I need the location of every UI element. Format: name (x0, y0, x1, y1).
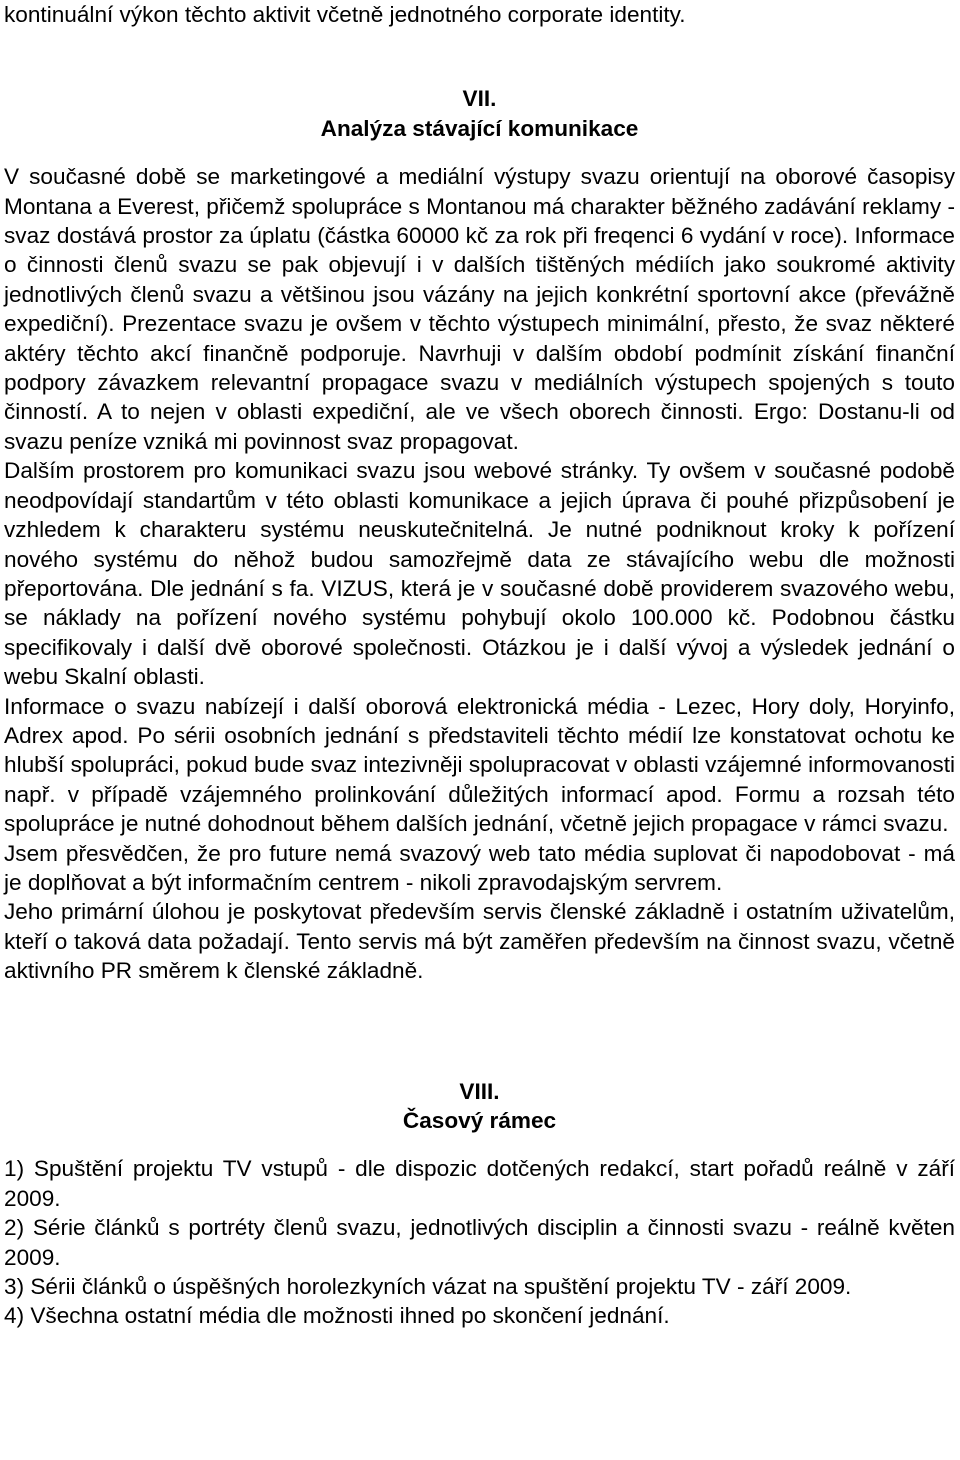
section-7-body (4, 162, 955, 985)
list-item: 4) Všechna ostatní média dle možnosti ihned po skončení jednání. (4, 1303, 670, 1329)
section-7-title: Analýza stávající komunikace (320, 115, 639, 141)
paragraph: Informace o svazu nabízejí i další oborová elektronická média - Lezec, Hory doly, Horyinfo, Adrex apod. Po sérii osobních jednání s představiteli těchto médií lze konstatovat ochotu ke hlubší spolupráci, pokud bude svaz intezivněji spolupracovat v oblasti vzájemné informovanosti např. v případě vzájemného prolinkování důležitých informací apod. Formu a rozsah této spolupráce je nutné dohodnout během dalších jednání, včetně jejich propagace v rámci svazu. (4, 693, 955, 837)
paragraph: Dalším prostorem pro komunikaci svazu jsou webové stránky. Ty ovšem v současné podobě neodpovídají standartům v této oblasti komunikace a jejich úprava či pouhé přizpůsobení je vzhledem k charakteru systému neuskutečnitelná. Je nutné podniknout kroky k pořízení nového systému do něhož budou samozřejmě data ze stávajícího webu dle možnosti přeportována. Dle jednání s fa. VIZUS, která je v současné době providerem svazového webu, se náklady na pořízení nového systému pohybují okolo 100.000 kč. Podobnou částku specifikovaly i další dvě oborové společnosti. Otázkou je i další vývoj a výsledek jednání o webu Skalní oblasti. (4, 458, 955, 690)
intro-line: kontinuální výkon těchto aktivit včetně jednotného corporate identity. (4, 2, 686, 27)
paragraph: Jsem přesvědčen, že pro future nemá svazový web tato média suplovat či napodobovat - má je doplňovat a být informačním centrem - nikoli zpravodajským servrem. (4, 840, 955, 895)
timeline-list (4, 1154, 955, 1330)
list-item: 1) Spuštění projektu TV vstupů - dle dispozic dotčených redakcí, start pořadů reálně v září 2009. (4, 1156, 955, 1211)
section-8-number: VIII. (459, 1078, 500, 1104)
section-8-title: Časový rámec (402, 1108, 557, 1133)
paragraph: Jeho primární úlohou je poskytovat především servis členské základně i ostatním uživatelům, kteří o taková data požadají. Tento servis má být zaměřen především na činnost svazu, včetně aktivního PR směrem k členské základně. (4, 899, 955, 984)
section-8-heading (4, 1077, 955, 1136)
section-7-heading (4, 84, 955, 143)
section-7-number: VII. (462, 86, 497, 112)
paragraph: V současné době se marketingové a mediální výstupy svazu orientují na oborové časopisy Montana a Everest, přičemž spolupráce s Montanou má charakter běžného zadávání reklamy - svaz dostává prostor za úplatu (částka 60000 kč za rok při freqenci 6 vydání v roce). Informace o činnosti členů svazu se pak objevují i v dalších tištěných médiích jako soukromé aktivity jednotlivých členů svazu a většinou jsou vázány na jejich konkrétní sportovní akce (převážně expediční). Prezentace svazu je ovšem v těchto výstupech minimální, přesto, že svaz některé aktéry těchto akcí finančně podporuje. Navrhuji v dalším období podmínit získání finanční podpory závazkem relevantní propagace svazu v mediálních výstupech spojených s touto činností. A to nejen v oblasti expediční, ale ve všech oborech činnosti. Ergo: Dostanu-li od svazu peníze vzniká mi povinnost svaz propagovat. (4, 164, 955, 454)
list-item: 3) Sérii článků o úspěšných horolezkyních vázat na spuštění projektu TV - září 2009. (4, 1274, 852, 1300)
list-item: 2) Série článků s portréty členů svazu, jednotlivých disciplin a činnosti svazu - reálně květen 2009. (4, 1215, 955, 1270)
